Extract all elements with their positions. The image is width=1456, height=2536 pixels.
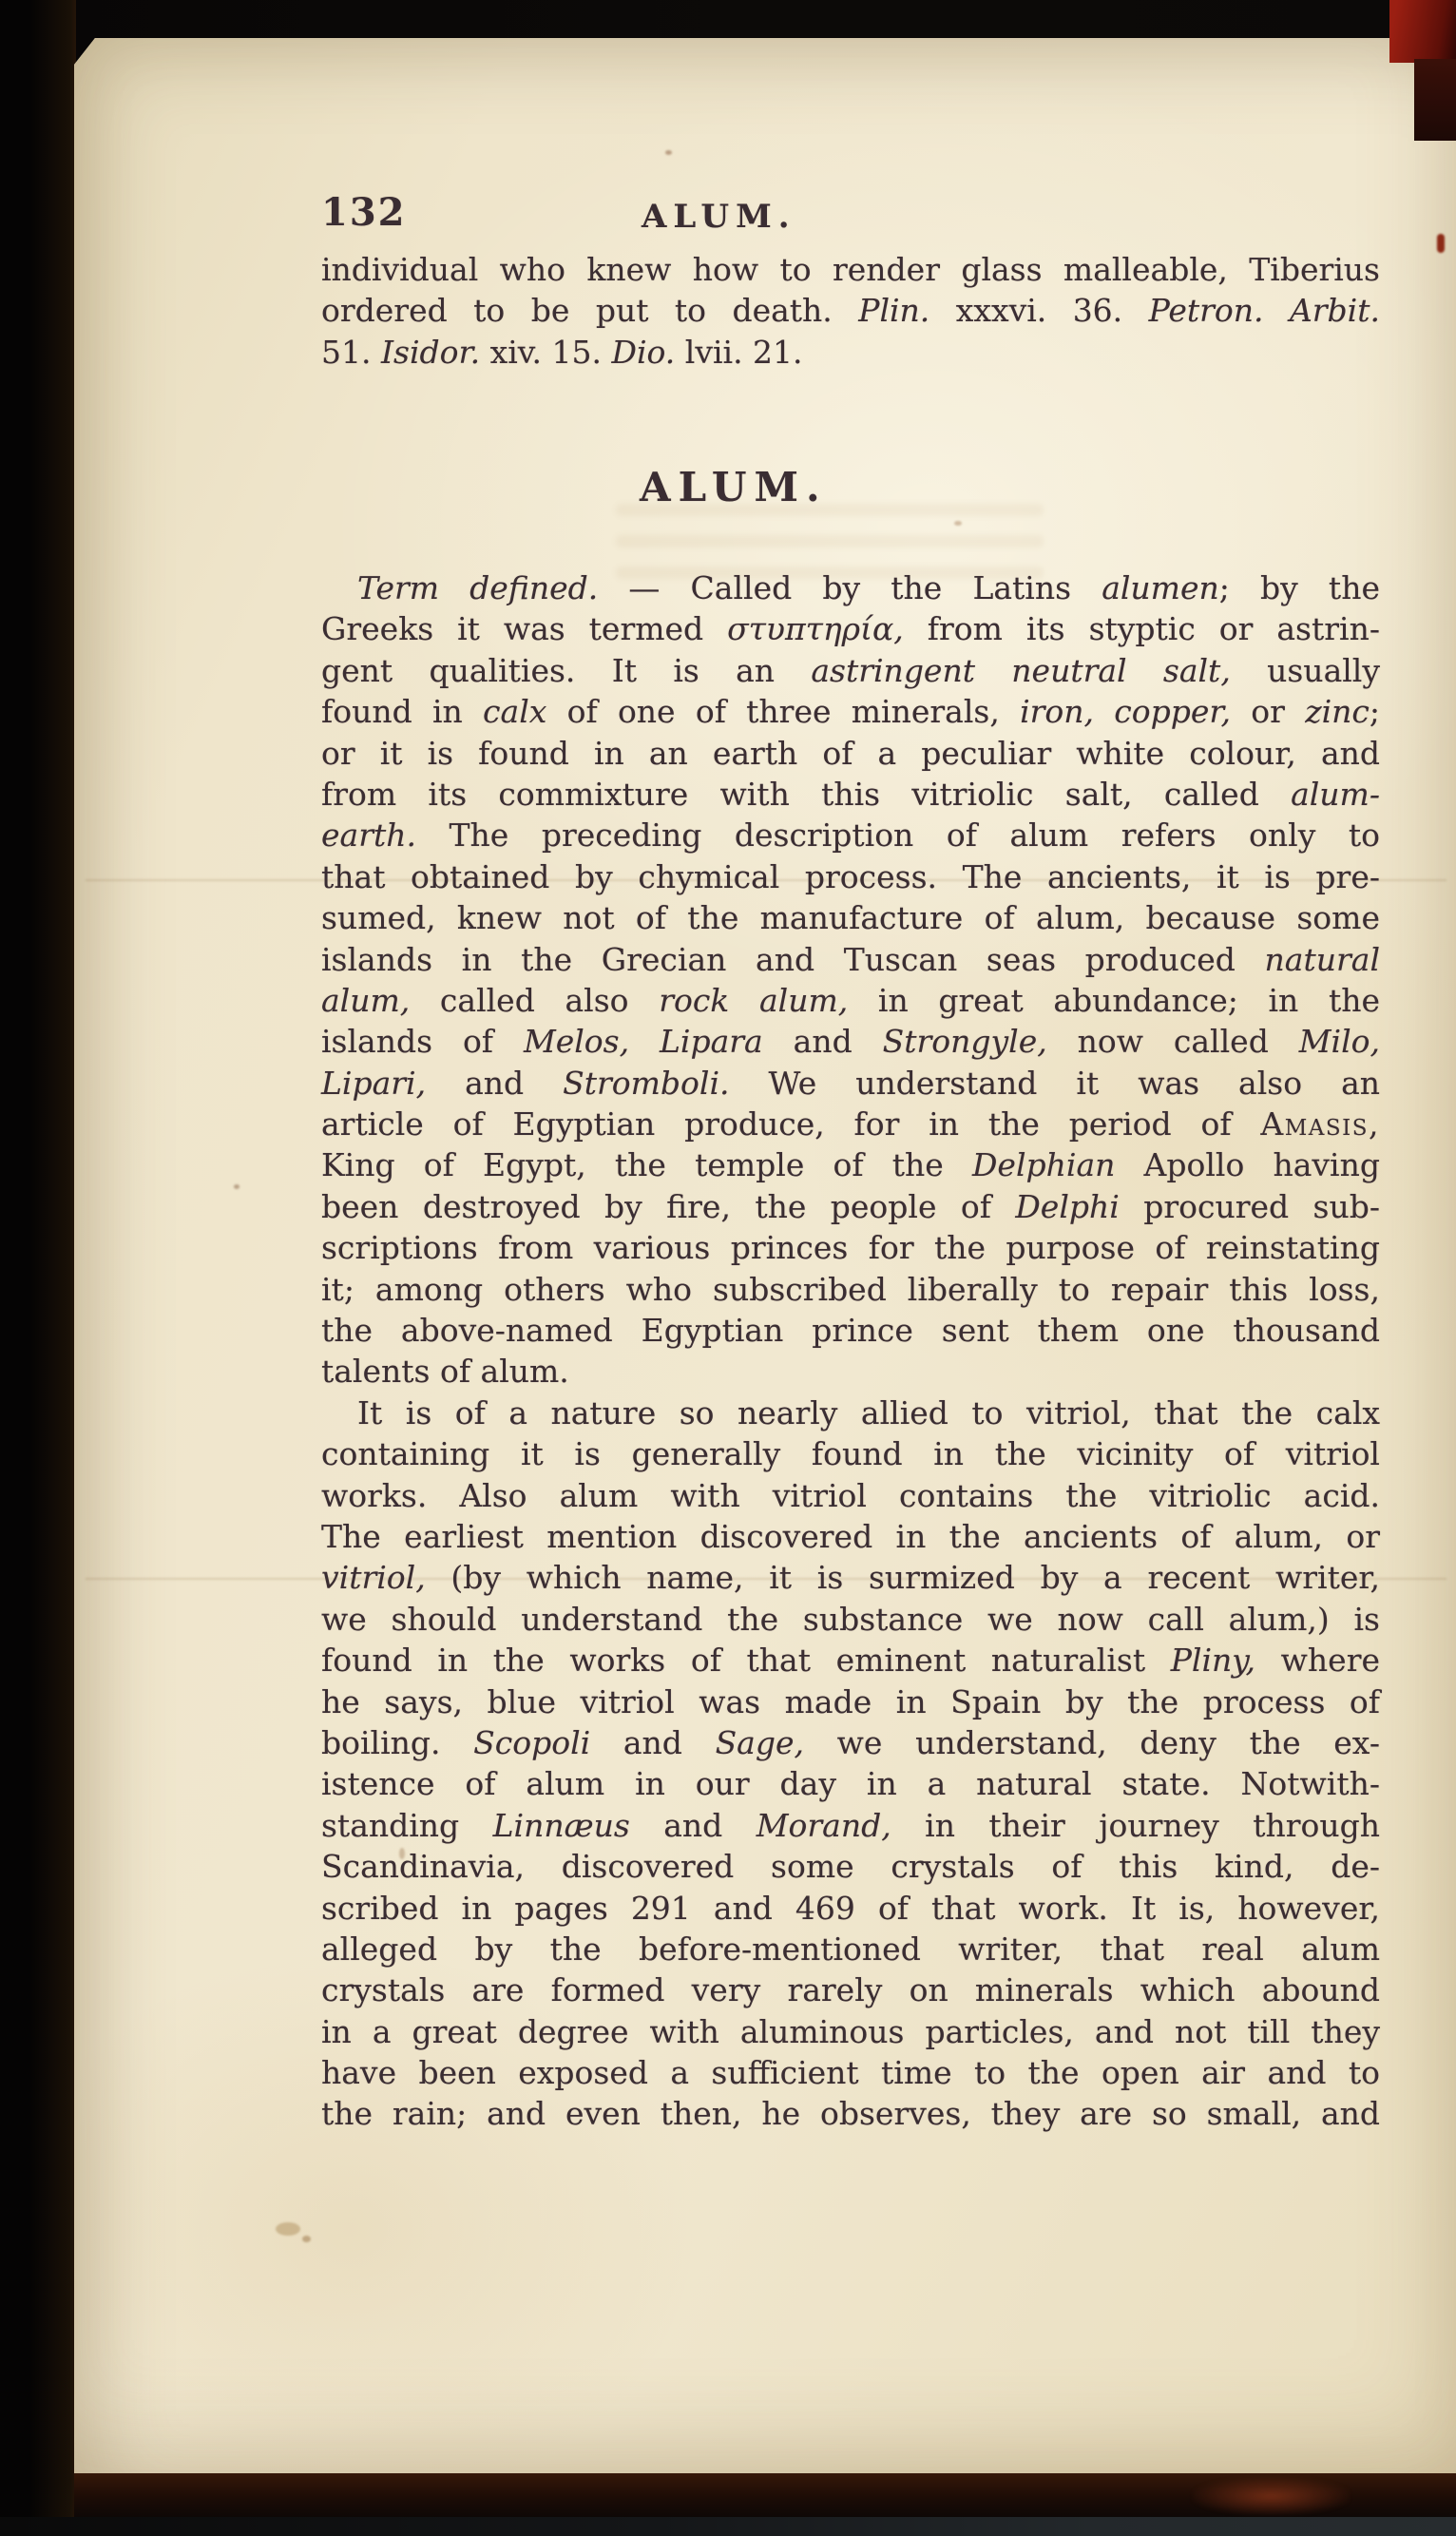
text-segment: in their journey through bbox=[891, 1806, 1381, 1844]
text-segment: natural bbox=[1264, 940, 1380, 978]
text-segment: and bbox=[590, 1723, 716, 1761]
text-segment: Scandinavia, discovered some crystals of this kind, de- bbox=[321, 1848, 1380, 1886]
text-segment: standing bbox=[321, 1806, 493, 1844]
text-segment: 51. bbox=[321, 333, 381, 371]
text-segment: scribed in pages 291 and 469 of that work. It is, however, bbox=[321, 1889, 1380, 1927]
text-segment: Stromboli. bbox=[563, 1064, 730, 1102]
book-gutter-shadow bbox=[0, 0, 76, 2536]
text-segment: Melos, Lipara bbox=[523, 1023, 763, 1061]
text-line bbox=[321, 733, 1380, 774]
text-segment: rock alum, bbox=[659, 981, 849, 1019]
binding-mark bbox=[1437, 234, 1445, 253]
text-segment: in great abundance; in the bbox=[848, 981, 1381, 1019]
text-segment: boiling. bbox=[321, 1723, 474, 1761]
text-segment: Greeks it was termed bbox=[321, 610, 728, 648]
text-segment: in a great degree with aluminous particles, and not till they bbox=[321, 2012, 1380, 2050]
text-segment: sumed, knew not of the manufacture of alum, because some bbox=[321, 899, 1380, 937]
text-segment: It is of a nature so nearly allied to vitriol, that the calx bbox=[357, 1393, 1380, 1431]
text-segment: from its styptic or astrin- bbox=[903, 610, 1380, 648]
text-segment: individual who knew how to render glass malleable, Tiberius bbox=[321, 251, 1380, 288]
text-segment: talents of alum. bbox=[321, 1353, 569, 1391]
text-segment: King of Egypt, the temple of the bbox=[321, 1146, 972, 1184]
text-segment: works. Also alum with vitriol contains the vitriolic acid. bbox=[321, 1476, 1380, 1514]
text-segment: Milo, bbox=[1298, 1023, 1380, 1061]
text-segment: earth. bbox=[321, 817, 416, 855]
paper-stain bbox=[276, 2222, 300, 2236]
text-segment: that obtained by chymical process. The ancients, it is pre- bbox=[321, 857, 1380, 895]
text-segment: and bbox=[629, 1806, 757, 1844]
text-segment: Dio. bbox=[611, 333, 676, 371]
text-segment: found in bbox=[321, 693, 484, 731]
text-segment: have been exposed a sufficient time to the open air and to bbox=[321, 2054, 1380, 2092]
paper-stain bbox=[302, 2236, 311, 2242]
text-segment: islands of bbox=[321, 1023, 524, 1061]
text-line bbox=[321, 608, 1380, 649]
text-segment: Amasis, bbox=[1260, 1105, 1380, 1143]
text-segment: article of Egyptian produce, for in the period of bbox=[321, 1105, 1261, 1143]
text-line bbox=[321, 1640, 1380, 1681]
binding-edge bbox=[1414, 59, 1456, 141]
text-line bbox=[321, 1269, 1380, 1310]
text-line bbox=[321, 1805, 1380, 1846]
text-line bbox=[321, 1227, 1380, 1268]
text-line bbox=[321, 1104, 1380, 1144]
text-line bbox=[321, 815, 1380, 855]
text-line bbox=[321, 1929, 1380, 1969]
text-segment: zinc bbox=[1305, 693, 1370, 731]
text-segment: ; bbox=[1369, 693, 1381, 731]
text-segment: ; by the bbox=[1218, 569, 1380, 606]
text-line bbox=[321, 332, 1380, 373]
text-line bbox=[321, 1393, 1380, 1433]
text-segment: Morand, bbox=[756, 1806, 891, 1844]
text-line bbox=[321, 1681, 1380, 1722]
text-segment: Scopoli bbox=[473, 1723, 591, 1761]
text-segment: Linnæus bbox=[492, 1806, 630, 1844]
text-line bbox=[321, 1433, 1380, 1474]
text-segment: Isidor. bbox=[380, 333, 481, 371]
text-line bbox=[321, 2011, 1380, 2052]
text-segment: containing it is generally found in the vicinity of vitriol bbox=[321, 1435, 1380, 1473]
text-segment: usually bbox=[1230, 651, 1380, 689]
text-segment: Lipari, bbox=[321, 1064, 427, 1102]
text-line bbox=[321, 980, 1380, 1021]
text-line bbox=[321, 2052, 1380, 2093]
text-segment: calx bbox=[483, 693, 547, 731]
text-line bbox=[321, 2093, 1380, 2134]
text-segment: — Called by the Latins bbox=[598, 569, 1102, 606]
text-segment: called also bbox=[410, 981, 660, 1019]
text-segment: where bbox=[1255, 1642, 1380, 1680]
text-segment: Pliny, bbox=[1170, 1642, 1256, 1680]
text-segment: Sage, bbox=[715, 1723, 805, 1761]
text-line bbox=[321, 290, 1380, 331]
text-line bbox=[321, 939, 1380, 980]
text-line bbox=[321, 1599, 1380, 1640]
text-line bbox=[321, 249, 1380, 290]
text-line bbox=[321, 1351, 1380, 1392]
text-line bbox=[321, 1969, 1380, 2010]
text-line bbox=[321, 1475, 1380, 1516]
text-column bbox=[321, 0, 1380, 2536]
text-segment: the rain; and even then, he observes, they are so small, and bbox=[321, 2095, 1380, 2133]
text-line bbox=[321, 1557, 1380, 1598]
text-line bbox=[321, 897, 1380, 938]
text-line bbox=[321, 1021, 1380, 1062]
text-segment: lvii. 21. bbox=[675, 333, 803, 371]
text-segment: scriptions from various princes for the purpose of reinstating bbox=[321, 1229, 1380, 1267]
text-segment: it; among others who subscribed liberally to repair this loss, bbox=[321, 1270, 1380, 1308]
text-segment: now called bbox=[1046, 1023, 1299, 1061]
text-line bbox=[321, 650, 1380, 691]
text-line bbox=[321, 1310, 1380, 1351]
text-line bbox=[321, 691, 1380, 732]
text-segment: from its commixture with this vitriolic salt, called bbox=[321, 775, 1292, 813]
text-segment: Petron. Arbit. bbox=[1148, 292, 1380, 330]
text-segment: (by which name, it is surmized by a recent writer, bbox=[425, 1559, 1380, 1597]
text-segment: gent qualities. It is an bbox=[321, 651, 812, 689]
text-line bbox=[321, 567, 1380, 608]
text-segment: iron, copper, bbox=[1020, 693, 1232, 731]
text-segment: alleged by the before-mentioned writer, that real alum bbox=[321, 1930, 1380, 1968]
paragraph bbox=[321, 567, 1380, 1393]
text-line bbox=[321, 1763, 1380, 1804]
text-segment: he says, blue vitriol was made in Spain by the process of bbox=[321, 1682, 1380, 1720]
text-line bbox=[321, 1846, 1380, 1887]
text-segment: We understand it was also an bbox=[729, 1064, 1380, 1102]
text-segment: astringent neutral salt, bbox=[811, 651, 1231, 689]
text-segment: or bbox=[1231, 693, 1306, 731]
text-segment: and bbox=[762, 1023, 883, 1061]
page-number: 132 bbox=[321, 190, 407, 235]
text-segment: Plin. bbox=[858, 292, 930, 330]
text-segment: the above-named Egyptian prince sent them one thousand bbox=[321, 1312, 1380, 1350]
text-segment: alum, bbox=[321, 981, 411, 1019]
text-line bbox=[321, 1722, 1380, 1763]
text-segment: we should understand the substance we now call alum,) is bbox=[321, 1600, 1380, 1638]
text-segment: The earliest mention discovered in the ancients of alum, or bbox=[321, 1517, 1380, 1555]
text-segment: istence of alum in our day in a natural state. Notwith- bbox=[321, 1765, 1380, 1803]
text-segment: vitriol, bbox=[321, 1559, 426, 1597]
paragraph bbox=[321, 1393, 1380, 2135]
text-segment: ordered to be put to death. bbox=[321, 292, 859, 330]
text-segment: Delphi bbox=[1015, 1187, 1120, 1225]
text-segment: Strongyle, bbox=[882, 1023, 1047, 1061]
text-segment: alumen bbox=[1102, 569, 1219, 606]
paper-stain bbox=[234, 1184, 239, 1189]
text-segment: xxxvi. 36. bbox=[929, 292, 1149, 330]
text-segment: xiv. 15. bbox=[480, 333, 612, 371]
text-line bbox=[321, 1063, 1380, 1104]
text-segment: or it is found in an earth of a peculiar white colour, and bbox=[321, 734, 1380, 772]
text-segment: crystals are formed very rarely on minerals which abound bbox=[321, 1971, 1380, 2009]
article-body bbox=[321, 567, 1380, 2135]
text-segment: The preceding description of alum refers only to bbox=[415, 817, 1380, 855]
text-line bbox=[321, 1516, 1380, 1557]
text-segment: of one of three minerals, bbox=[546, 693, 1021, 731]
text-line bbox=[321, 1186, 1380, 1227]
text-segment: found in the works of that eminent naturalist bbox=[321, 1642, 1171, 1680]
text-segment: Term defined. bbox=[357, 569, 599, 606]
text-segment: alum- bbox=[1291, 775, 1380, 813]
text-line bbox=[321, 856, 1380, 897]
carried-over-paragraph bbox=[321, 249, 1380, 373]
text-line bbox=[321, 774, 1380, 815]
text-segment: procured sub- bbox=[1119, 1187, 1380, 1225]
text-line bbox=[321, 1888, 1380, 1929]
section-heading: ALUM. bbox=[640, 464, 828, 510]
greek-text: στυπτηρία, bbox=[727, 610, 904, 648]
running-head: ALUM. bbox=[642, 198, 796, 236]
text-segment: we understand, deny the ex- bbox=[804, 1723, 1380, 1761]
text-segment: islands in the Grecian and Tuscan seas produced bbox=[321, 940, 1265, 978]
text-line bbox=[321, 1144, 1380, 1185]
text-segment: been destroyed by fire, the people of bbox=[321, 1187, 1016, 1225]
binding-edge bbox=[1389, 0, 1456, 63]
text-segment: and bbox=[426, 1064, 564, 1102]
text-segment: Delphian bbox=[971, 1146, 1116, 1184]
text-segment: Apollo having bbox=[1115, 1146, 1380, 1184]
